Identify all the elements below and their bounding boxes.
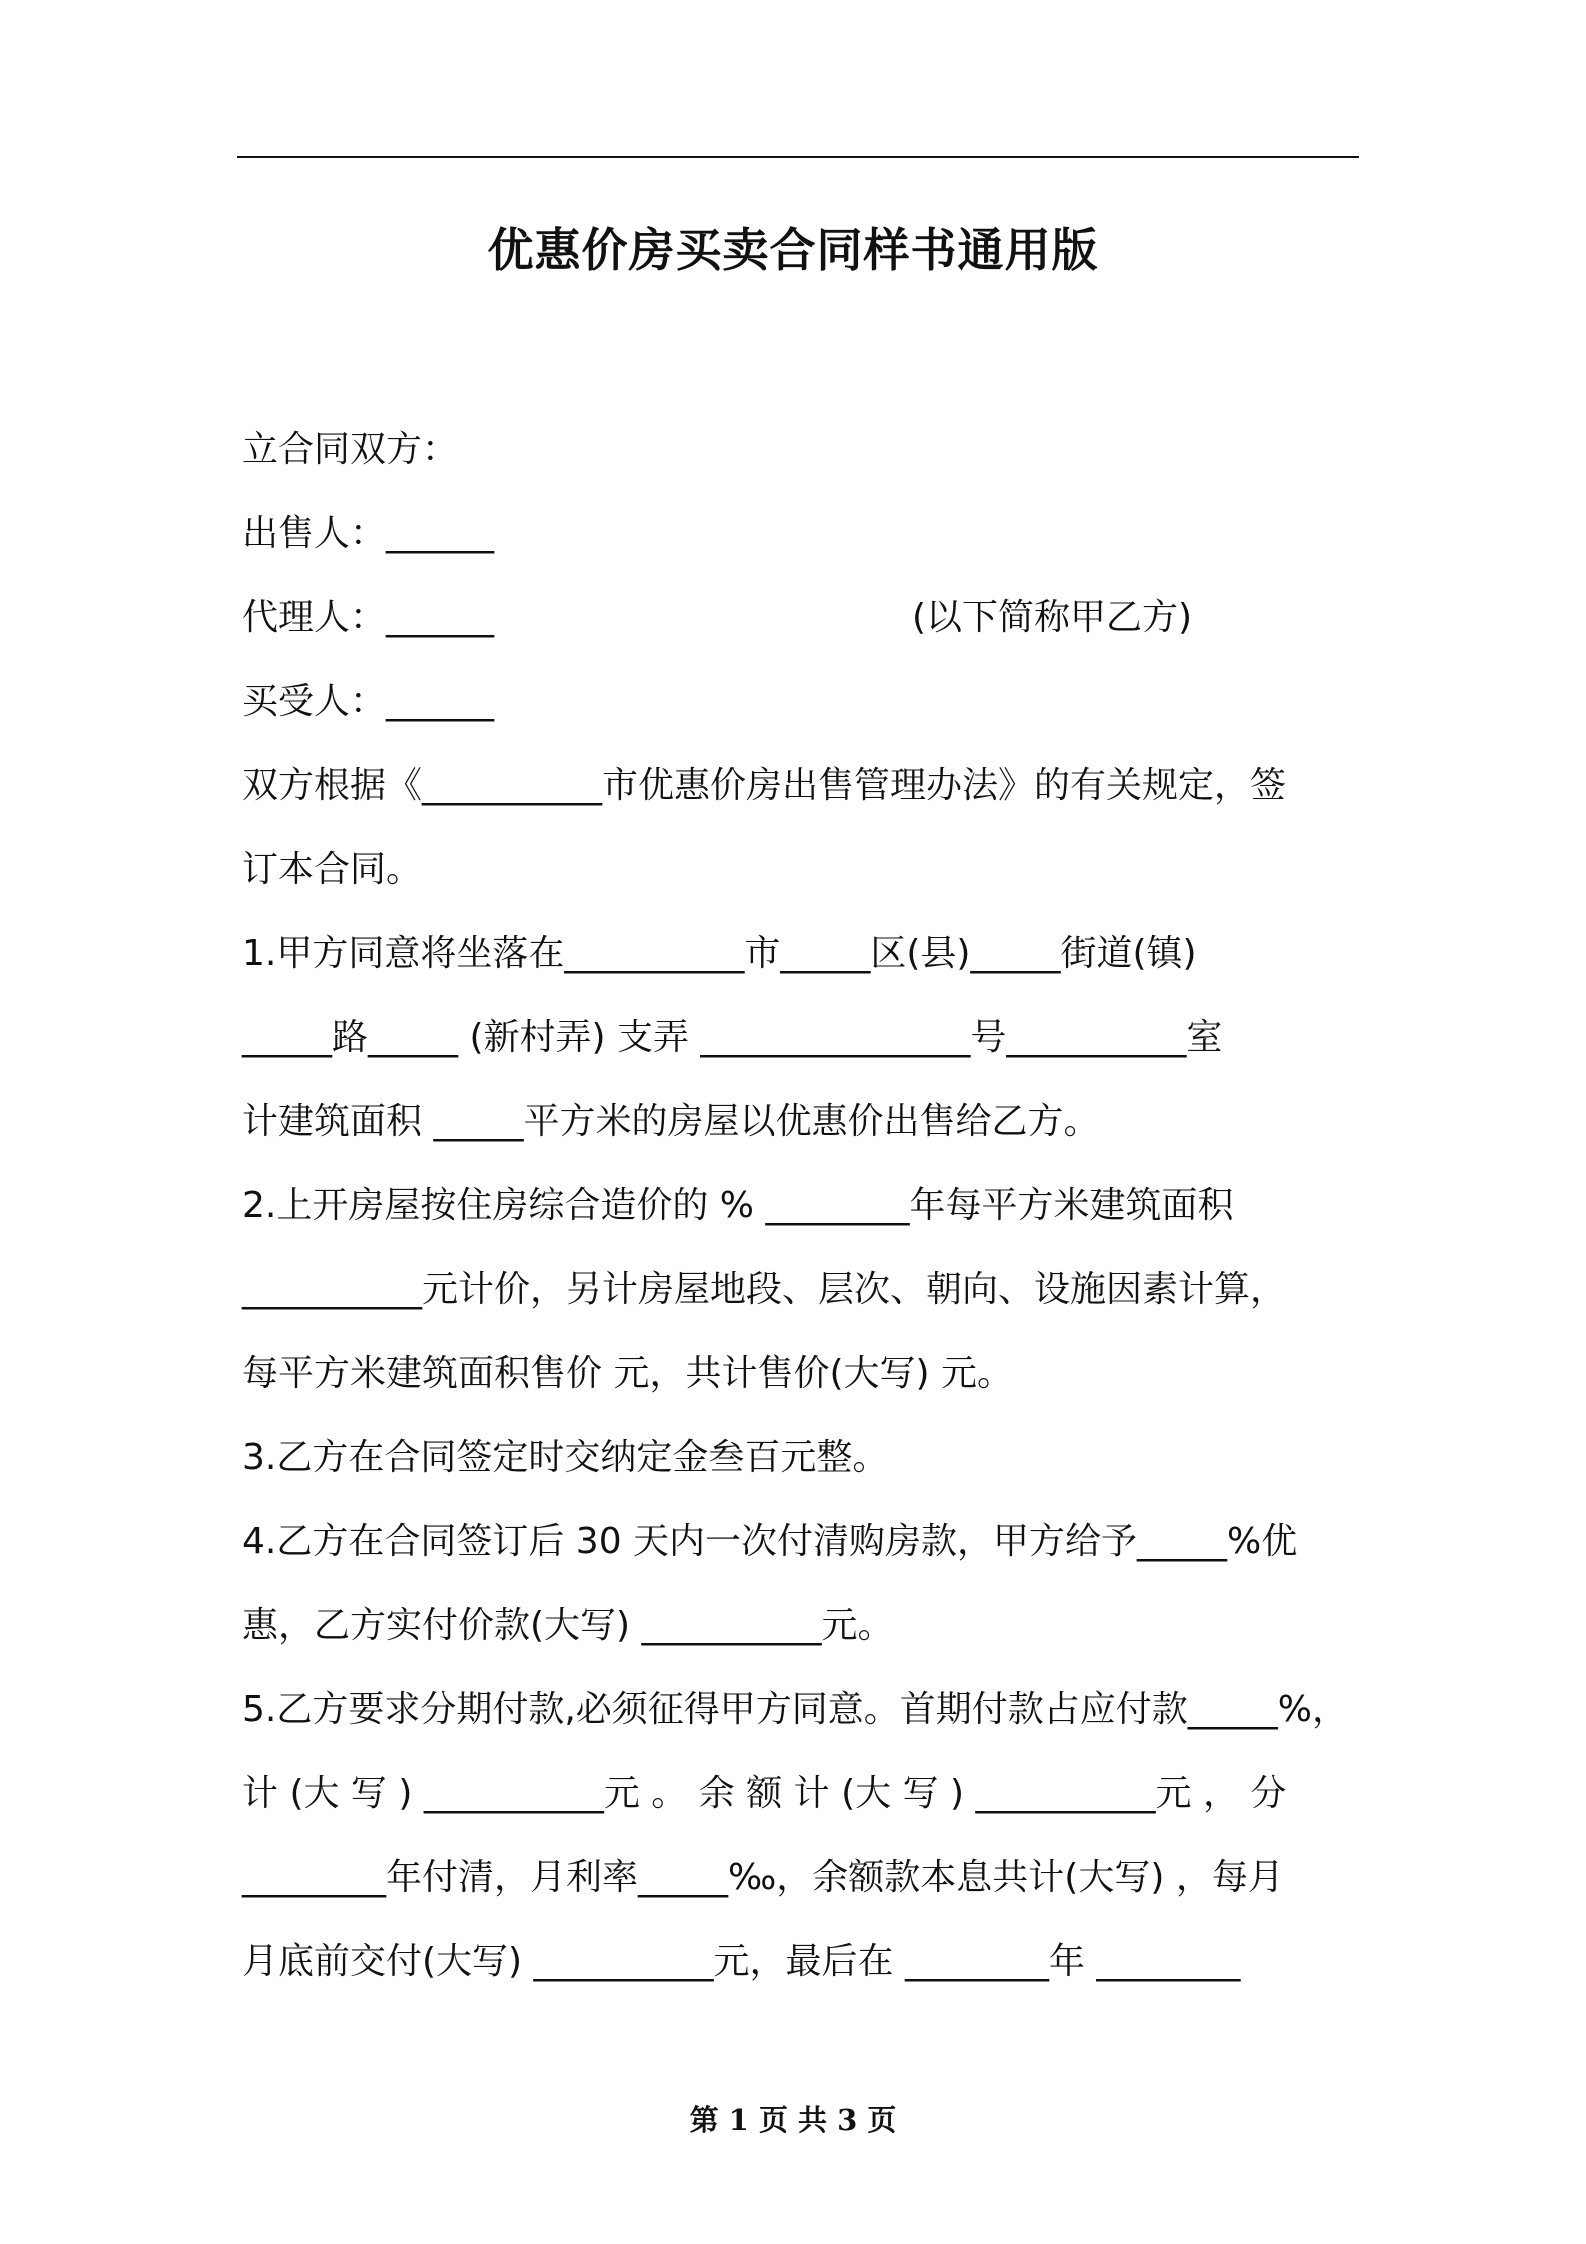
clause-4-line-2: 惠，乙方实付价款(大写) __________元。 xyxy=(242,1605,894,1646)
clause-1-line-2: _____路_____ (新村弄) 支弄 _______________号__________室 xyxy=(242,1017,1223,1058)
clause-1-line-3: 计建筑面积 _____平方米的房屋以优惠价出售给乙方。 xyxy=(242,1101,1100,1142)
party-abbreviation-note: (以下简称甲乙方) xyxy=(912,597,1193,638)
seller-line: 出售人：______ xyxy=(242,513,495,554)
agent-line xyxy=(242,576,1354,660)
clause-5-line-4: 月底前交付(大写) __________元，最后在 ________年 ________ xyxy=(242,1941,1241,1982)
buyer-line: 买受人：______ xyxy=(242,681,495,722)
clause-4-line-1: 4.乙方在合同签订后 30 天内一次付清购房款，甲方给予_____%优 xyxy=(242,1521,1298,1562)
document-body xyxy=(242,408,1354,2004)
clause-1-line-1: 1.甲方同意将坐落在__________市_____区(县)_____街道(镇) xyxy=(242,933,1197,974)
clause-5-line-1: 5.乙方要求分期付款,必须征得甲方同意。首期付款占应付款_____%， xyxy=(242,1689,1348,1730)
parties-heading: 立合同双方： xyxy=(242,429,459,470)
agent-label: 代理人：______ xyxy=(242,597,495,638)
basis-line-2: 订本合同。 xyxy=(242,849,423,890)
clause-2-line-2: __________元计价，另计房屋地段、层次、朝向、设施因素计算， xyxy=(242,1269,1287,1310)
basis-line-1: 双方根据《__________市优惠价房出售管理办法》的有关规定，签 xyxy=(242,765,1287,806)
clause-5-line-2: 计 (大 写 ) __________元 。 余 额 计 (大 写 ) __________元 ， 分 xyxy=(242,1773,1287,1814)
clause-2-line-1: 2.上开房屋按住房综合造价的 % ________年每平方米建筑面积 xyxy=(242,1185,1234,1226)
clause-2-line-3: 每平方米建筑面积售价 元，共计售价(大写) 元。 xyxy=(242,1353,1013,1394)
header-rule xyxy=(237,156,1359,158)
clause-3-line-1: 3.乙方在合同签定时交纳定金叁百元整。 xyxy=(242,1437,889,1478)
clause-5-line-3: ________年付清，月利率_____‰，余额款本息共计(大写) ，每月 xyxy=(242,1857,1284,1898)
document-title: 优惠价房买卖合同样书通用版 xyxy=(487,223,1099,277)
page-number-footer: 第 1 页 共 3 页 xyxy=(689,2103,897,2137)
